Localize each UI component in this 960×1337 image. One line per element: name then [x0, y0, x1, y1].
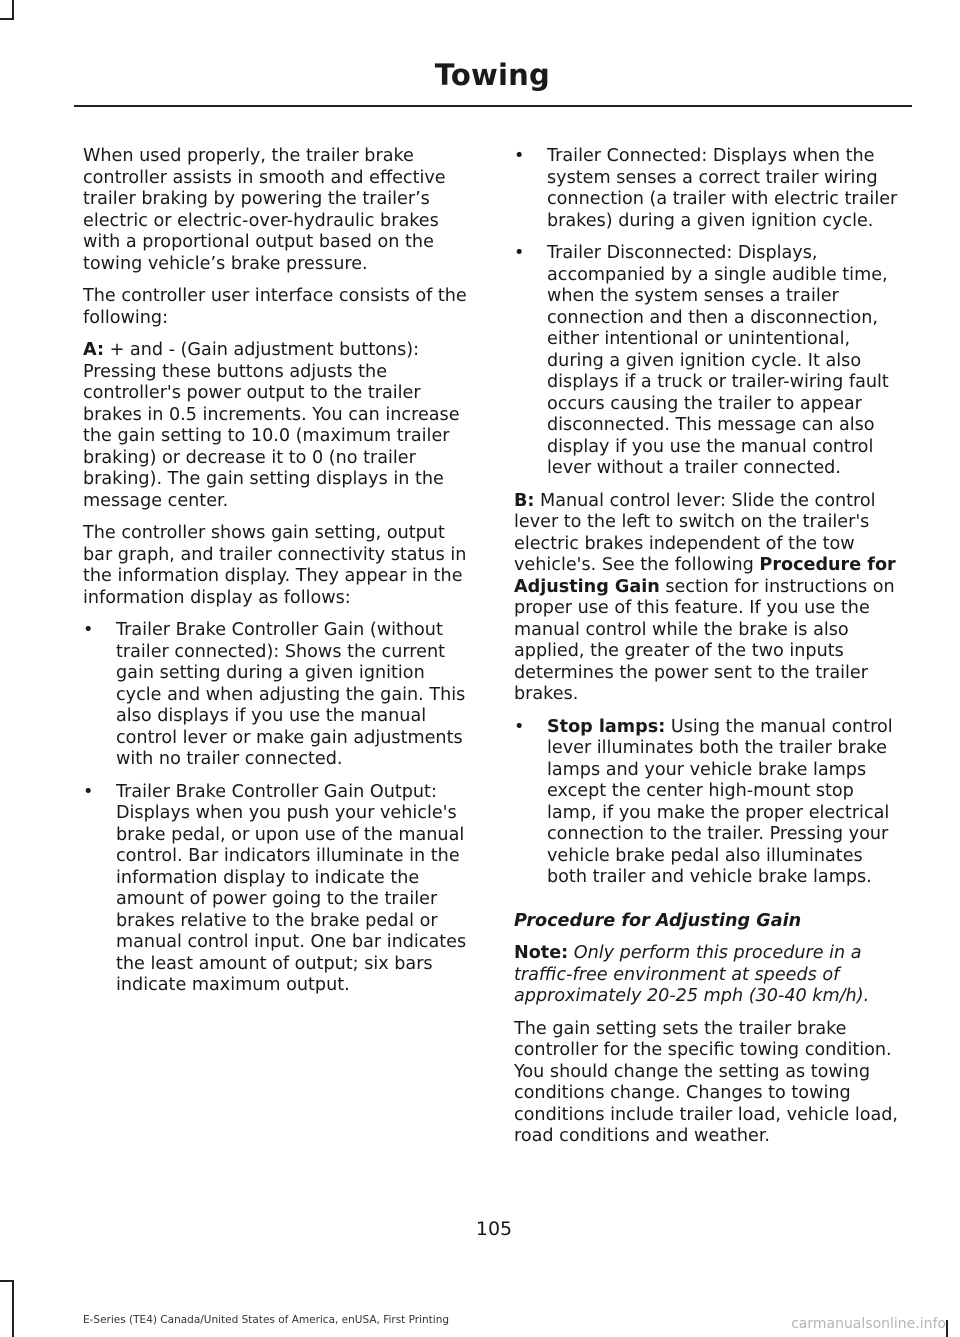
bullet-icon: •	[514, 243, 525, 263]
footer-text: E-Series (TE4) Canada/United States of America, enUSA, First Printing	[83, 1314, 450, 1326]
header-rule	[74, 105, 912, 107]
list-item	[514, 243, 906, 480]
list-item	[514, 146, 906, 232]
note-label: Note:	[514, 943, 569, 963]
crop-mark-top-left-h	[0, 18, 14, 20]
procedure-reference: Procedure for Adjusting Gain	[514, 555, 896, 597]
bullet-icon: •	[514, 146, 525, 166]
interface-intro: The controller user interface consists of the following:	[83, 286, 467, 328]
note-text: Only perform this procedure in a traffic-free environment at speeds of approximately 20-25 mph (30-40 km/h).	[514, 943, 870, 1006]
stop-lamps-list	[514, 717, 906, 889]
item-a-text: + and - (Gain adjustment buttons): Pressing these buttons adjusts the controller's power output to the trailer brakes in 0.5 increments. You can increase the gain setting to 10.0 (maximum trailer braking) or decrease it to 0 (no trailer braking). The gain setting displays in the message center.	[83, 340, 460, 511]
watermark: carmanualsonline.info	[791, 1316, 946, 1332]
crop-mark-bottom-right-v	[946, 1320, 948, 1337]
item-b-paragraph	[514, 491, 906, 706]
stop-lamps-label: Stop lamps:	[547, 716, 666, 737]
list-item-text: Trailer Brake Controller Gain Output: Displays when you push your vehicle's brake pedal, or upon use of the manual control. Bar indicators illuminate in the information display to indicate the amount of power going to the trailer brakes relative to the brake pedal or manual control input. One bar indicates the least amount of output; six bars indicate maximum output.	[116, 781, 467, 995]
list-item-text: Trailer Disconnected: Displays, accompanied by a single audible time, when the system senses a trailer connection and then a disconnection, either intentional or unintentional, during a given ignition cycle. It also displays if a truck or trailer-wiring fault occurs causing the trailer to appear disconnected. This message can also display if you use the manual control lever without a trailer connected.	[547, 243, 889, 478]
list-item	[514, 717, 906, 889]
list-item	[83, 620, 475, 771]
item-b-text-cont: section for instructions on proper use of this feature. If you use the manual control while the brake is also applied, the greater of the two inputs determines the power sent to the trailer brakes.	[514, 576, 895, 704]
crop-mark-bottom-left-v	[12, 1280, 14, 1337]
note-paragraph	[514, 943, 906, 1008]
list-item	[83, 782, 475, 997]
item-b-label: B:	[514, 490, 535, 511]
item-b-text: Manual control lever: Slide the control lever to the left to switch on the trailer's electric brakes independent of the tow vehicle's. See the following	[514, 490, 876, 575]
item-a-paragraph	[83, 340, 475, 512]
gain-paragraph: The gain setting sets the trailer brake controller for the specific towing condition. You should change the setting as towing conditions change. Changes to towing conditions include trailer load, vehicle load, road conditions and weather.	[514, 1018, 899, 1146]
display-intro: The controller shows gain setting, output bar graph, and trailer connectivity status in the information display. They appear in the information display as follows:	[83, 523, 467, 608]
page-title: Towing	[434, 58, 550, 92]
stop-lamps-text: Using the manual control lever illuminates both the trailer brake lamps and your vehicle brake lamps except the center high-mount stop lamp, if you make the proper electrical connection to the trailer. Pressing your vehicle brake pedal also illuminates both trailer and vehicle brake lamps.	[547, 716, 893, 887]
left-column	[83, 146, 475, 1008]
intro-paragraph: When used properly, the trailer brake controller assists in smooth and effective trailer braking by powering the trailer’s electric or electric-over-hydraulic brakes with a proportional output based on the towing vehicle’s brake pressure.	[83, 146, 446, 274]
right-column	[514, 146, 906, 1159]
bullet-icon: •	[83, 781, 94, 802]
page-number: 105	[475, 1218, 513, 1240]
item-a-label: A:	[83, 340, 104, 360]
list-item-text: Trailer Connected: Displays when the system senses a correct trailer wiring connection (a trailer with electric trailer brakes) during a given ignition cycle.	[547, 146, 898, 231]
display-list-right	[514, 146, 906, 480]
section-heading: Procedure for Adjusting Gain	[514, 910, 802, 931]
crop-mark-bottom-left-h	[0, 1280, 14, 1282]
crop-mark-top-left-v	[12, 0, 14, 20]
display-list-left	[83, 620, 475, 997]
list-item-text: Trailer Brake Controller Gain (without trailer connected): Shows the current gain setting during a given ignition cycle and when adjusting the gain. This also displays if you use the manual control lever or make gain adjustments with no trailer connected.	[116, 620, 466, 769]
bullet-icon: •	[83, 620, 94, 640]
bullet-icon: •	[514, 716, 525, 737]
